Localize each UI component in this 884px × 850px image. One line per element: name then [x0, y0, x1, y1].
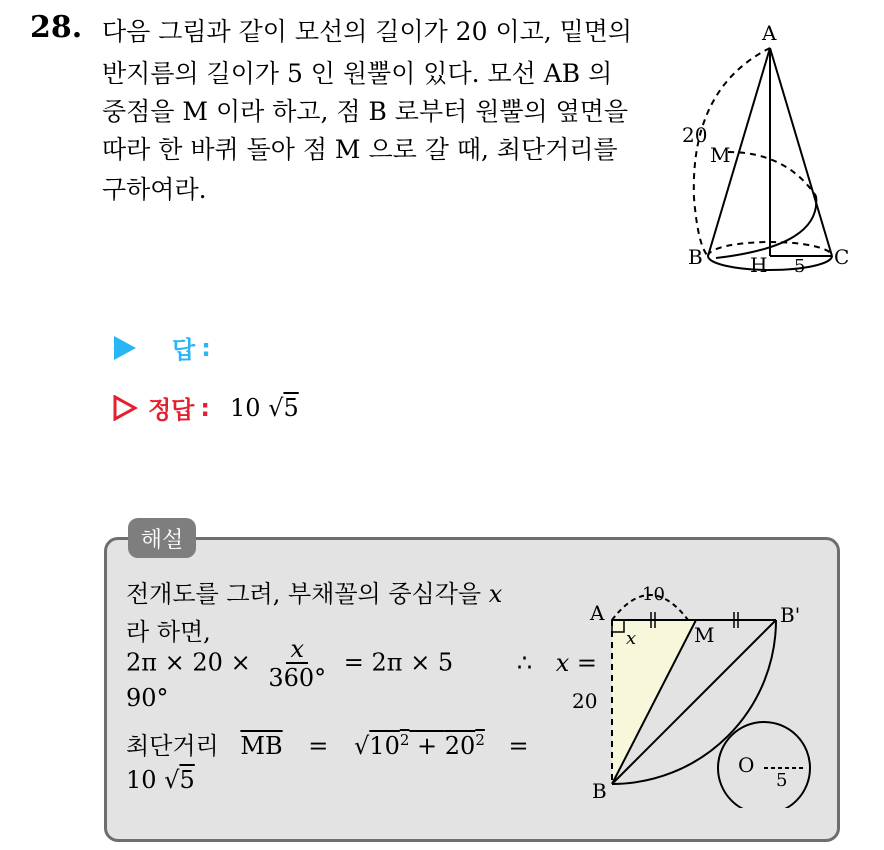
net-label-x: x [626, 628, 637, 649]
net-figure [560, 572, 820, 808]
question-line-3: 중점을 M 이라 하고, 점 B 로부터 원뿔의 옆면을 [102, 97, 629, 126]
net-label-10: 10 [642, 584, 665, 605]
answer-colon: : [201, 333, 211, 362]
net-label-5: 5 [776, 770, 788, 791]
net-label-m: M [694, 623, 715, 647]
shortest-path-front [716, 196, 816, 258]
net-label-a: A [590, 601, 605, 625]
cone-figure [676, 18, 872, 276]
solution-equation-cont: 90° [126, 684, 169, 712]
question-line-4: 따라 한 바퀴 돌아 점 M 으로 갈 때, 최단거리를 [102, 135, 618, 164]
solution-line-1: 전개도를 그려, 부채꼴의 중심각을 x [126, 580, 503, 608]
answer-row [112, 330, 211, 365]
cone-label-a: A [762, 21, 777, 45]
net-label-o: O [738, 753, 755, 777]
cone-label-20: 20 [682, 123, 708, 147]
correct-answer-row [112, 390, 299, 425]
solution-tag: 해설 [128, 518, 196, 558]
cone-label-5: 5 [794, 256, 806, 276]
cone-label-h: H [750, 253, 768, 276]
equation-fraction: $\frac{x}{360^\circ}$ [268, 635, 327, 692]
solution-distance-result: 10 √5 [126, 766, 195, 794]
solution-line-2: 라 하면, [126, 618, 211, 646]
correct-answer-label: 정답 [148, 396, 195, 424]
solution-equation: 2π × 20 × $\frac{x}{360^\circ}$ = 2π × 5 ∴ x = [126, 635, 598, 692]
outline-play-icon [112, 395, 138, 421]
net-label-20: 20 [572, 689, 598, 713]
question-number: 28. [30, 10, 83, 45]
question-line-5: 구하여라. [102, 175, 207, 204]
cone-label-m: M [710, 143, 731, 167]
play-icon [112, 335, 138, 361]
answer-label: 답 [172, 336, 196, 364]
base-circle [718, 722, 810, 808]
correct-answer-value: 10 √5 [229, 393, 299, 422]
cone-label-b: B [688, 245, 703, 269]
question-line-2: 반지름의 길이가 5 인 원뿔이 있다. 모선 AB 의 [102, 59, 613, 88]
net-label-bp: B' [780, 603, 801, 627]
cone-edge-ac [770, 48, 832, 256]
correct-answer-colon: : [200, 393, 210, 422]
cone-label-c: C [834, 245, 850, 269]
question-line-1: 다음 그림과 같이 모선의 길이가 20 이고, 밑면의 [102, 17, 633, 46]
solution-distance: 최단거리 $\overline{MB} = √10^2 + 20^2$ = [126, 731, 529, 760]
net-label-b: B [592, 779, 607, 803]
base-front-arc [708, 256, 832, 270]
